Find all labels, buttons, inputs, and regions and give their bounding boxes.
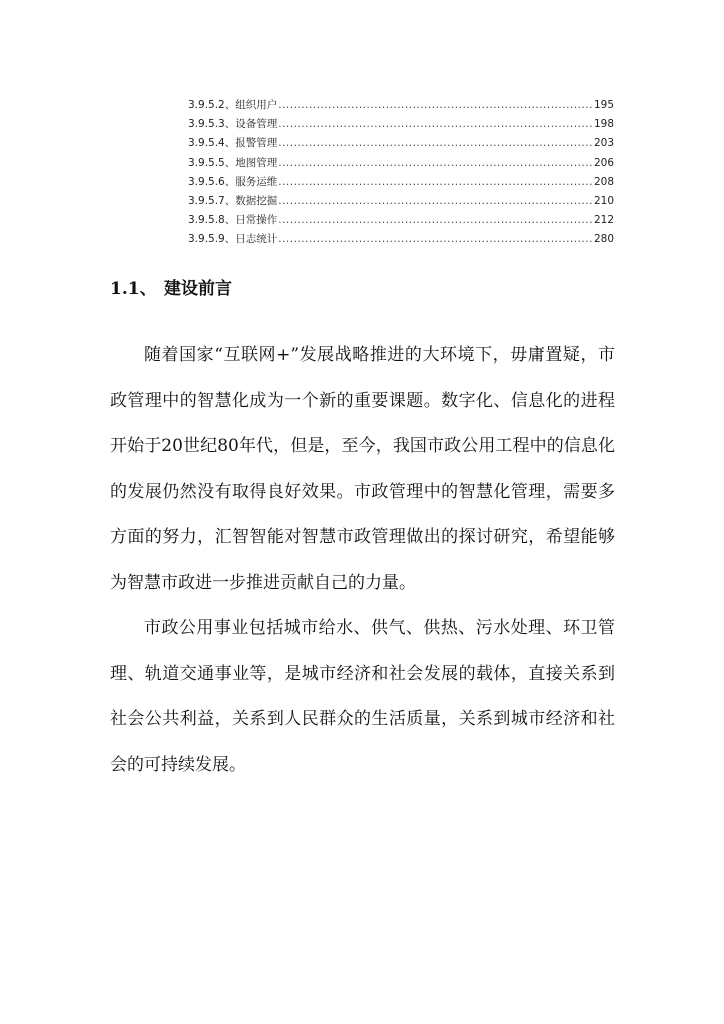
toc-dot-leader bbox=[278, 154, 593, 173]
table-of-contents bbox=[188, 96, 614, 250]
toc-entry-number: 3.9.5.6、 bbox=[188, 175, 236, 188]
toc-entry-page: 208 bbox=[593, 175, 614, 188]
section-title: 建设前言 bbox=[164, 279, 232, 299]
toc-entry[interactable] bbox=[188, 134, 614, 153]
toc-entry-page: 280 bbox=[593, 233, 614, 246]
toc-entry-title: 日志统计 bbox=[235, 233, 278, 246]
paragraph: 市政公用事业包括城市给水、供气、供热、污水处理、环卫管理、轨道交通事业等，是城市经济和社会发展的载体，直接关系到社会公共利益，关系到人民群众的生活质量，关系到城市经济和社会的可持续发展。 bbox=[110, 618, 615, 775]
toc-entry-title: 组织用户 bbox=[235, 99, 278, 111]
paragraph: 随着国家“互联网+”发展战略推进的大环境下，毋庸置疑，市政管理中的智慧化成为一个新的重要课题。数字化、信息化的进程开始于20世纪80年代，但是，至今，我国市政公用工程中的信息化的发展仍然没有取得良好效果。市政管理中的智慧化管理，需要多方面的努力，汇智智能对智慧市政管理做出的探讨研究，希望能够为智慧市政进一步推进贡献自己的力量。 bbox=[110, 345, 615, 593]
toc-entry-title: 日常操作 bbox=[235, 214, 278, 227]
toc-dot-leader bbox=[278, 192, 593, 211]
toc-entry-title: 数据挖掘 bbox=[235, 194, 278, 207]
toc-entry-number: 3.9.5.8、 bbox=[188, 214, 236, 227]
toc-entry-page: 212 bbox=[593, 214, 614, 227]
toc-entry-number: 3.9.5.4、 bbox=[188, 137, 236, 150]
toc-entry-page: 198 bbox=[593, 118, 614, 131]
toc-entry-number: 3.9.5.5、 bbox=[188, 156, 236, 169]
toc-entry-title: 地图管理 bbox=[235, 156, 278, 169]
toc-entry-page: 203 bbox=[593, 137, 614, 150]
toc-entry[interactable] bbox=[188, 211, 614, 230]
toc-entry[interactable] bbox=[188, 230, 614, 249]
toc-entry-title: 报警管理 bbox=[235, 137, 278, 150]
toc-entry-number: 3.9.5.2、 bbox=[188, 99, 236, 111]
toc-entry-title: 服务运维 bbox=[235, 175, 278, 188]
toc-dot-leader bbox=[278, 230, 593, 249]
toc-entry[interactable] bbox=[188, 173, 614, 192]
toc-dot-leader bbox=[278, 96, 593, 115]
toc-dot-leader bbox=[278, 115, 593, 134]
toc-entry[interactable] bbox=[188, 192, 614, 211]
section-number: 1.1、 bbox=[110, 279, 157, 299]
toc-dot-leader bbox=[278, 134, 593, 153]
toc-entry[interactable] bbox=[188, 96, 614, 115]
toc-entry[interactable] bbox=[188, 154, 614, 173]
toc-entry-number: 3.9.5.7、 bbox=[188, 194, 236, 207]
toc-entry-page: 210 bbox=[593, 194, 614, 207]
toc-entry[interactable] bbox=[188, 115, 614, 134]
toc-entry-title: 设备管理 bbox=[235, 118, 278, 131]
section-heading bbox=[110, 274, 232, 299]
toc-entry-page: 195 bbox=[593, 99, 614, 111]
toc-entry-number: 3.9.5.9、 bbox=[188, 233, 236, 246]
body-text bbox=[110, 333, 615, 788]
toc-entry-number: 3.9.5.3、 bbox=[188, 118, 236, 131]
toc-dot-leader bbox=[278, 173, 593, 192]
toc-dot-leader bbox=[278, 211, 593, 230]
toc-entry-page: 206 bbox=[593, 156, 614, 169]
